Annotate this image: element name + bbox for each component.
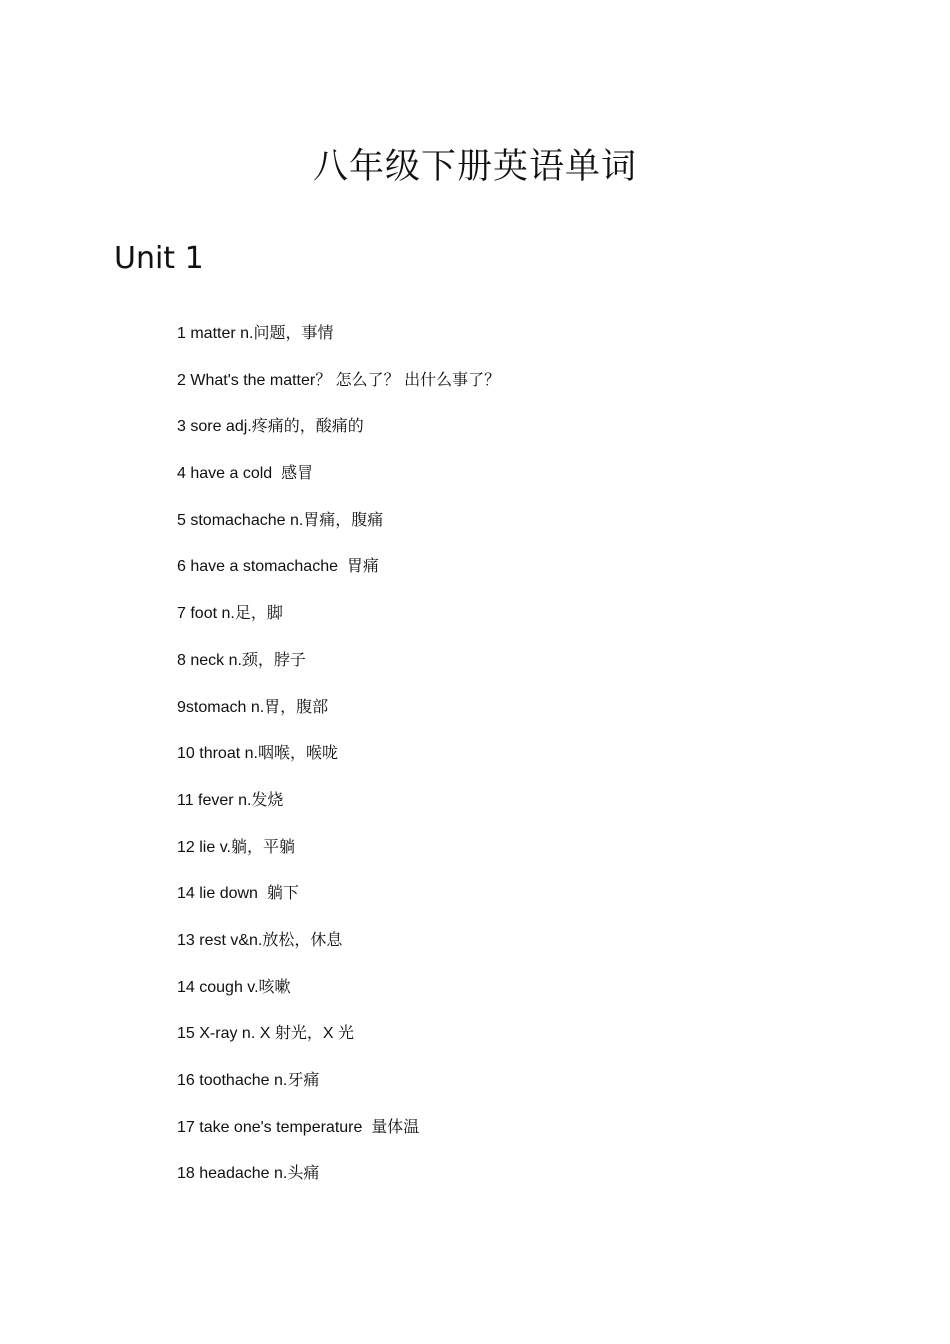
vocabulary-entry: 16 toothache n.牙痛 <box>177 1072 320 1089</box>
vocabulary-entry: 18 headache n.头痛 <box>177 1165 320 1183</box>
vocabulary-entry: 12 lie v.躺，平躺 <box>177 838 295 856</box>
vocabulary-entry: 9stomach n.胃，腹部 <box>177 698 329 716</box>
vocabulary-entry: 14 cough v.咳嗽 <box>177 978 291 996</box>
vocabulary-entry: 10 throat n.咽喉，喉咙 <box>177 745 338 763</box>
vocabulary-entry: 11 fever n.发烧 <box>177 791 284 809</box>
unit-heading: Unit 1 <box>114 241 204 276</box>
vocabulary-list <box>177 322 500 1209</box>
vocabulary-entry: 15 X-ray n. X 射光，X 光 <box>177 1025 354 1043</box>
vocabulary-entry: 5 stomachache n.胃痛，腹痛 <box>177 511 384 529</box>
document-title: 八年级下册英语单词 <box>312 147 637 187</box>
vocabulary-entry: 2 What's the matter？ 怎么了？ 出什么事了？ <box>177 371 501 389</box>
vocabulary-entry: 4 have a cold 感冒 <box>177 465 314 483</box>
vocabulary-entry: 1 matter n.问题，事情 <box>177 325 334 342</box>
vocabulary-entry: 3 sore adj.疼痛的，酸痛的 <box>177 418 364 436</box>
vocabulary-entry: 8 neck n.颈，脖子 <box>177 651 306 669</box>
vocabulary-entry: 17 take one's temperature 量体温 <box>177 1118 420 1136</box>
vocabulary-entry: 6 have a stomachache 胃痛 <box>177 558 379 576</box>
vocabulary-entry: 14 lie down 躺下 <box>177 885 299 903</box>
vocabulary-entry: 13 rest v&n.放松，休息 <box>177 931 343 949</box>
vocabulary-entry: 7 foot n.足，脚 <box>177 605 283 623</box>
